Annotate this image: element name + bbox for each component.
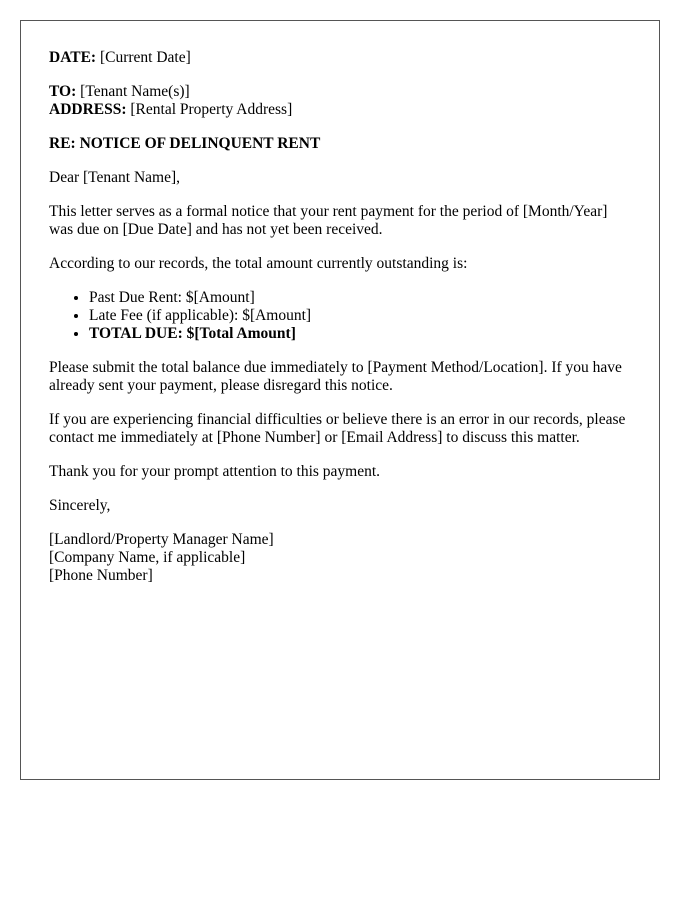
- address-label: ADDRESS:: [49, 101, 127, 118]
- subject-line: RE: NOTICE OF DELINQUENT RENT: [49, 135, 321, 152]
- address-value: [Rental Property Address]: [130, 101, 293, 118]
- paragraph-outstanding: According to our records, the total amount currently outstanding is:: [49, 255, 468, 272]
- paragraph-contact: If you are experiencing financial difficulties or believe there is an error in our records, please contact me immediately at [Phone Number] or [Email Address] to discuss this matter.: [49, 411, 626, 446]
- to-label: TO:: [49, 83, 77, 100]
- signature-phone: [Phone Number]: [49, 567, 153, 584]
- paragraph-thanks: Thank you for your prompt attention to this payment.: [49, 463, 381, 480]
- list-item-past-due: • Past Due Rent: $[Amount]: [89, 289, 631, 307]
- to-value: [Tenant Name(s)]: [80, 83, 190, 100]
- paragraph-notice: This letter serves as a formal notice that your rent payment for the period of [Month/Year] was due on [Due Date] and has not yet been received.: [49, 203, 608, 238]
- date-label: DATE:: [49, 49, 97, 66]
- date-value: [Current Date]: [99, 49, 191, 66]
- paragraph-payment: Please submit the total balance due immediately to [Payment Method/Location]. If you have already sent your payment, please disregard this notice.: [49, 359, 622, 394]
- recipient-block: [49, 83, 631, 119]
- list-item-late-fee: • Late Fee (if applicable): $[Amount]: [89, 307, 631, 325]
- salutation: Dear [Tenant Name],: [49, 169, 181, 186]
- amount-list: [49, 289, 631, 343]
- signature-name: [Landlord/Property Manager Name]: [49, 531, 274, 548]
- signature-company: [Company Name, if applicable]: [49, 549, 246, 566]
- signature-block: [49, 531, 631, 585]
- closing: Sincerely,: [49, 497, 111, 514]
- letter: [20, 20, 660, 780]
- list-item-total-due: • TOTAL DUE: $[Total Amount]: [89, 325, 631, 343]
- date-line: [49, 49, 631, 67]
